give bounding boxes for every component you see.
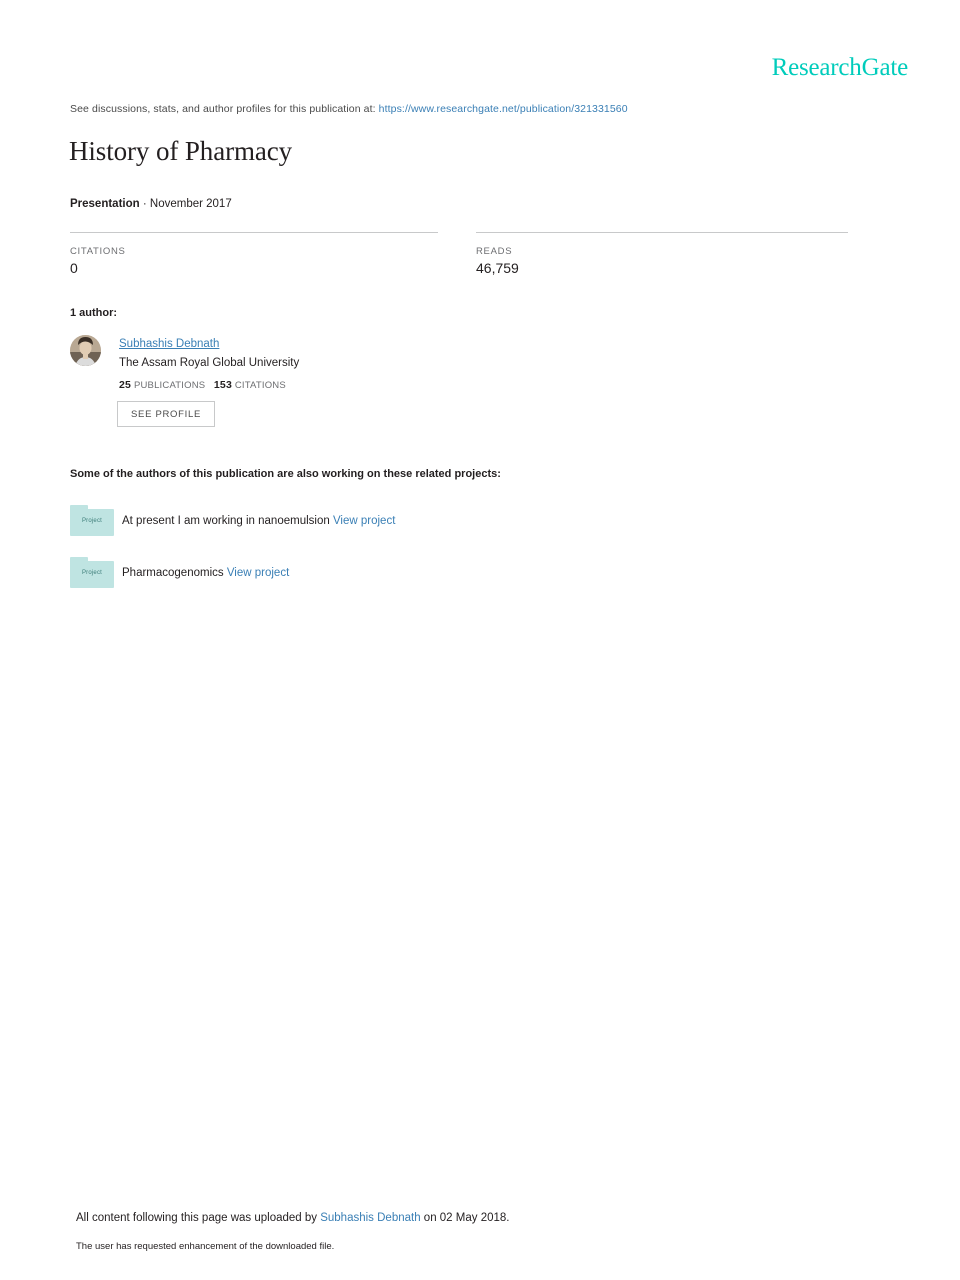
- upload-note: [76, 1212, 509, 1224]
- citations-divider: [70, 232, 438, 233]
- discussion-line-text: See discussions, stats, and author profiles for this publication at:: [70, 103, 376, 115]
- author-count-label: 1 author:: [70, 307, 118, 319]
- author-name-link[interactable]: Subhashis Debnath: [119, 338, 220, 350]
- enhancement-note: The user has requested enhancement of the downloaded file.: [76, 1241, 335, 1252]
- citations-label: CITATIONS: [70, 246, 126, 257]
- reads-value: 46,759: [476, 260, 519, 276]
- project-folder-icon: [70, 505, 114, 536]
- author-metrics: [119, 379, 286, 391]
- page-title: History of Pharmacy: [69, 136, 293, 166]
- project-description: At present I am working in nanoemulsion: [122, 515, 330, 527]
- project-description: Pharmacogenomics: [122, 567, 224, 579]
- avatar: [70, 335, 101, 366]
- project-description-row: [122, 515, 395, 527]
- upload-note-prefix: All content following this page was uploaded by: [76, 1212, 321, 1224]
- researchgate-logo: ResearchGate: [771, 54, 908, 81]
- upload-note-suffix: on 02 May 2018.: [420, 1212, 510, 1224]
- citations-value: 0: [70, 260, 78, 276]
- author-citations-label: CITATIONS: [234, 380, 286, 391]
- view-project-link[interactable]: View project: [226, 567, 290, 579]
- author-publications-label: PUBLICATIONS: [133, 380, 206, 391]
- author-affiliation: The Assam Royal Global University: [119, 357, 300, 369]
- author-citations-count: 153: [213, 379, 232, 391]
- project-folder-label: Project: [81, 570, 103, 576]
- publication-url-link[interactable]: https://www.researchgate.net/publication/321331560: [378, 103, 628, 115]
- discussion-line: [70, 103, 628, 115]
- publication-type-label: Presentation: [70, 198, 140, 210]
- related-projects-heading: Some of the authors of this publication are also working on these related projects:: [70, 468, 501, 480]
- author-publications-count: 25: [119, 379, 132, 391]
- project-folder-icon: [70, 557, 114, 588]
- project-description-row: [122, 567, 289, 579]
- reads-divider: [476, 232, 848, 233]
- publication-type: [70, 198, 232, 210]
- uploader-link[interactable]: Subhashis Debnath: [320, 1212, 421, 1224]
- reads-label: READS: [476, 246, 513, 257]
- view-project-link[interactable]: View project: [332, 515, 396, 527]
- see-profile-button[interactable]: SEE PROFILE: [117, 401, 215, 427]
- publication-date: · November 2017: [139, 198, 232, 210]
- project-folder-label: Project: [81, 518, 103, 524]
